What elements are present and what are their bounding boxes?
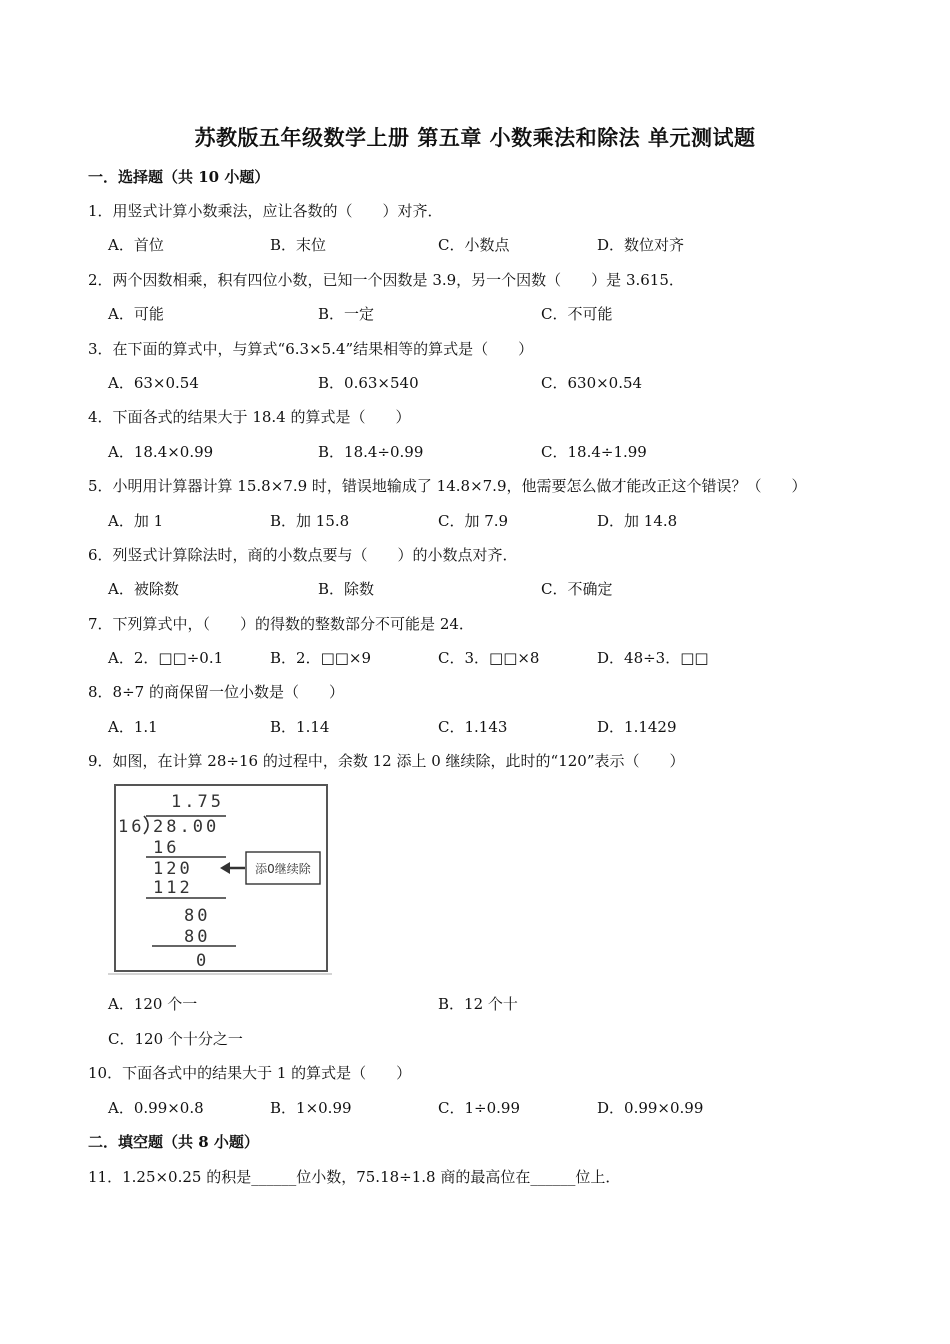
- q6-option-b[interactable]: B．除数: [318, 580, 375, 598]
- fig-step-1: 16: [153, 838, 180, 858]
- fig-step-3: 112: [153, 878, 193, 898]
- q5-option-b[interactable]: B．加 15.8: [270, 512, 350, 530]
- q1-option-a[interactable]: A．首位: [108, 236, 164, 254]
- question-1: 1．用竖式计算小数乘法，应让各数的（ ）对齐．: [88, 202, 443, 220]
- fig-divisor: 16: [118, 817, 145, 837]
- page-title: 苏教版五年级数学上册 第五章 小数乘法和除法 单元测试题: [194, 125, 756, 150]
- q10-option-c[interactable]: C．1÷0.99: [438, 1099, 520, 1117]
- q5-option-d[interactable]: D．加 14.8: [597, 512, 678, 530]
- q7-option-c[interactable]: C．3．□□×8: [438, 649, 540, 667]
- q1-option-b[interactable]: B．末位: [270, 236, 327, 254]
- q6-option-c[interactable]: C．不确定: [541, 580, 613, 598]
- q9-option-b[interactable]: B．12 个十: [438, 995, 518, 1013]
- fig-dividend: 28.00: [153, 817, 220, 837]
- q3-option-a[interactable]: A．63×0.54: [108, 374, 199, 392]
- q4-option-a[interactable]: A．18.4×0.99: [108, 443, 214, 461]
- fig-step-2: 120: [153, 859, 193, 879]
- q10-option-d[interactable]: D．0.99×0.99: [597, 1099, 704, 1117]
- q7-option-a[interactable]: A．2．□□÷0.1: [108, 649, 224, 667]
- q7-option-d[interactable]: D．48÷3．□□: [597, 649, 709, 667]
- fig-step-4: 80: [184, 906, 211, 926]
- q1-option-c[interactable]: C．小数点: [438, 236, 510, 254]
- q2-option-a[interactable]: A．可能: [108, 305, 164, 323]
- q1-option-d[interactable]: D．数位对齐: [597, 236, 685, 254]
- q2-option-c[interactable]: C．不可能: [541, 305, 613, 323]
- question-4: 4．下面各式的结果大于 18.4 的算式是（ ）: [88, 408, 411, 426]
- question-6: 6．列竖式计算除法时，商的小数点要与（ ）的小数点对齐．: [88, 546, 518, 564]
- fig-callout: 添0继续除: [255, 862, 311, 876]
- question-5: 5．小明用计算器计算 15.8×7.9 时，错误地输成了 14.8×7.9，他需要怎么做才能改正这个错误？（ ）: [88, 477, 807, 495]
- question-7: 7．下列算式中，（ ）的得数的整数部分不可能是 24．: [88, 615, 474, 633]
- q7-option-b[interactable]: B．2．□□×9: [270, 649, 372, 667]
- fig-step-6: 0: [196, 951, 210, 971]
- q4-option-b[interactable]: B．18.4÷0.99: [318, 443, 424, 461]
- q5-option-a[interactable]: A．加 1: [108, 512, 164, 530]
- q9-option-c[interactable]: C．120 个十分之一: [108, 1030, 243, 1048]
- question-3: 3．在下面的算式中，与算式“6.3×5.4”结果相等的算式是（ ）: [88, 340, 534, 358]
- q10-option-b[interactable]: B．1×0.99: [270, 1099, 352, 1117]
- q6-option-a[interactable]: A．被除数: [108, 580, 179, 598]
- section-heading-choice: 一．选择题（共 10 小题）: [88, 168, 270, 186]
- question-10: 10．下面各式中的结果大于 1 的算式是（ ）: [88, 1064, 412, 1082]
- q4-option-c[interactable]: C．18.4÷1.99: [541, 443, 647, 461]
- question-2: 2．两个因数相乘，积有四位小数，已知一个因数是 3.9，另一个因数（ ）是 3.615．: [88, 271, 684, 289]
- q8-option-d[interactable]: D．1.1429: [597, 718, 677, 736]
- question-8: 8．8÷7 的商保留一位小数是（ ）: [88, 683, 344, 701]
- q8-option-c[interactable]: C．1.143: [438, 718, 508, 736]
- fig-step-5: 80: [184, 927, 211, 947]
- fig-quotient: 1.75: [171, 792, 224, 812]
- q9-option-a[interactable]: A．120 个一: [108, 995, 198, 1013]
- question-9: 9．如图，在计算 28÷16 的过程中，余数 12 添上 0 继续除，此时的“120”表示（ ）: [88, 752, 685, 770]
- q8-option-a[interactable]: A．1.1: [108, 718, 158, 736]
- q8-option-b[interactable]: B．1.14: [270, 718, 330, 736]
- question-11: 11．1.25×0.25 的积是______位小数，75.18÷1.8 商的最高位在______位上．: [88, 1168, 621, 1186]
- q3-option-b[interactable]: B．0.63×540: [318, 374, 419, 392]
- section-heading-fill: 二．填空题（共 8 小题）: [88, 1133, 259, 1151]
- q2-option-b[interactable]: B．一定: [318, 305, 375, 323]
- q10-option-a[interactable]: A．0.99×0.8: [108, 1099, 204, 1117]
- long-division-figure: [108, 780, 332, 976]
- q3-option-c[interactable]: C．630×0.54: [541, 374, 643, 392]
- q5-option-c[interactable]: C．加 7.9: [438, 512, 509, 530]
